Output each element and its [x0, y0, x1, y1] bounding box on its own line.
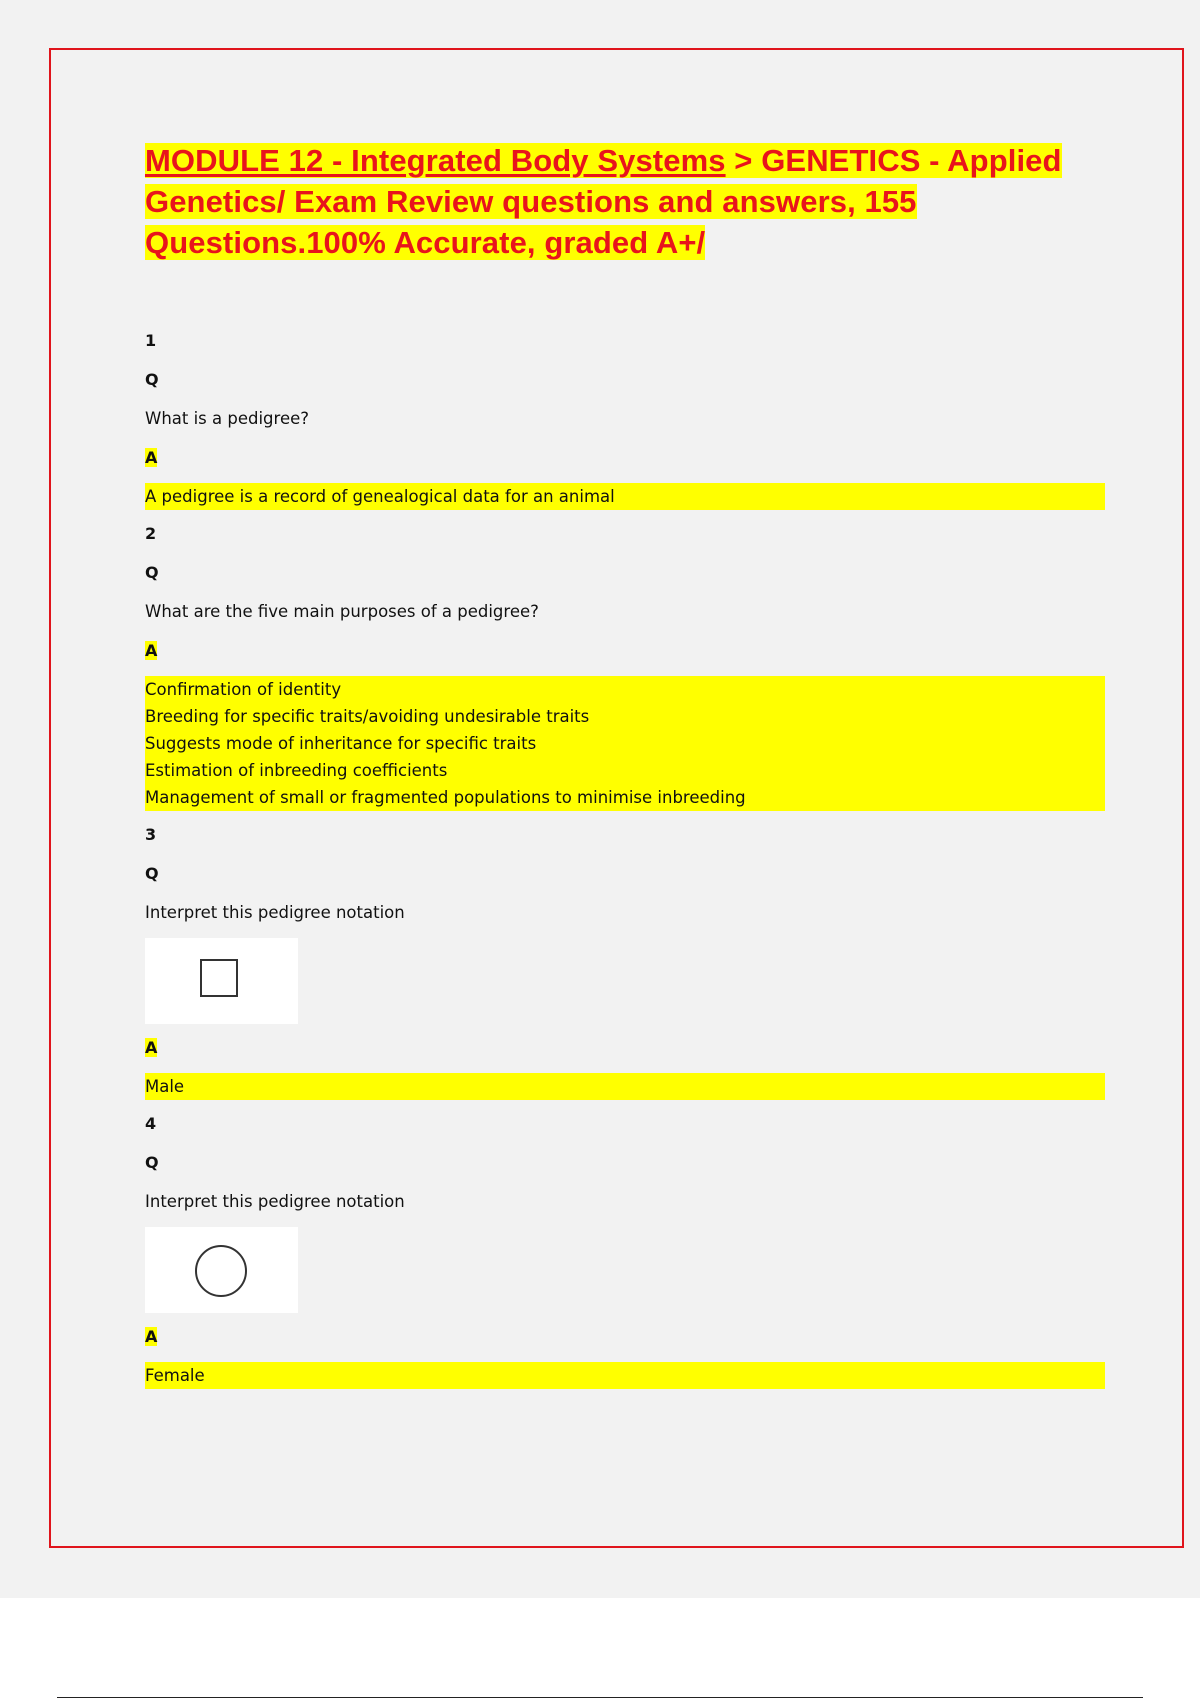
answer-line: Estimation of inbreeding coefficients	[145, 761, 448, 780]
question-number: 2	[145, 524, 157, 543]
answer-line: Breeding for specific traits/avoiding undesirable traits	[145, 707, 590, 726]
answer-label: A	[145, 448, 158, 467]
answer-text	[145, 1362, 1105, 1389]
answer-text	[145, 676, 1105, 811]
pedigree-circle-figure	[145, 1227, 298, 1313]
title-rest: > GENETICS - Applied Genetics/ Exam Review questions and answers, 155 Questions.100% Accurate, graded A+/	[145, 143, 1062, 260]
answer-line: Confirmation of identity	[145, 680, 342, 699]
pedigree-square-figure	[145, 938, 298, 1024]
circle-symbol-icon	[195, 1245, 247, 1297]
square-symbol-icon	[200, 959, 238, 997]
document-content	[145, 140, 1105, 1399]
footer-rule	[57, 1697, 1143, 1698]
title-underlined-part: MODULE 12 - Integrated Body Systems	[145, 143, 726, 178]
question-text: Interpret this pedigree notation	[145, 1192, 405, 1211]
answer-line: Suggests mode of inheritance for specific traits	[145, 734, 537, 753]
document-title	[145, 140, 1105, 263]
question-number: 3	[145, 825, 157, 844]
answer-label: A	[145, 1038, 158, 1057]
question-number: 4	[145, 1114, 157, 1133]
answer-line: Management of small or fragmented populations to minimise inbreeding	[145, 788, 746, 807]
question-text: What are the five main purposes of a pedigree?	[145, 602, 539, 621]
answer-line: Female	[145, 1366, 205, 1385]
answer-line: Male	[145, 1077, 185, 1096]
question-number: 1	[145, 331, 157, 350]
answer-label: A	[145, 641, 158, 660]
question-text: Interpret this pedigree notation	[145, 903, 405, 922]
answer-label: A	[145, 1327, 158, 1346]
answer-text	[145, 483, 1105, 510]
question-text: What is a pedigree?	[145, 409, 310, 428]
answer-line: A pedigree is a record of genealogical data for an animal	[145, 487, 615, 506]
answer-text	[145, 1073, 1105, 1100]
question-label: Q	[145, 864, 159, 883]
question-label: Q	[145, 563, 159, 582]
question-label: Q	[145, 1153, 159, 1172]
qa-list	[145, 327, 1105, 1389]
question-label: Q	[145, 370, 159, 389]
